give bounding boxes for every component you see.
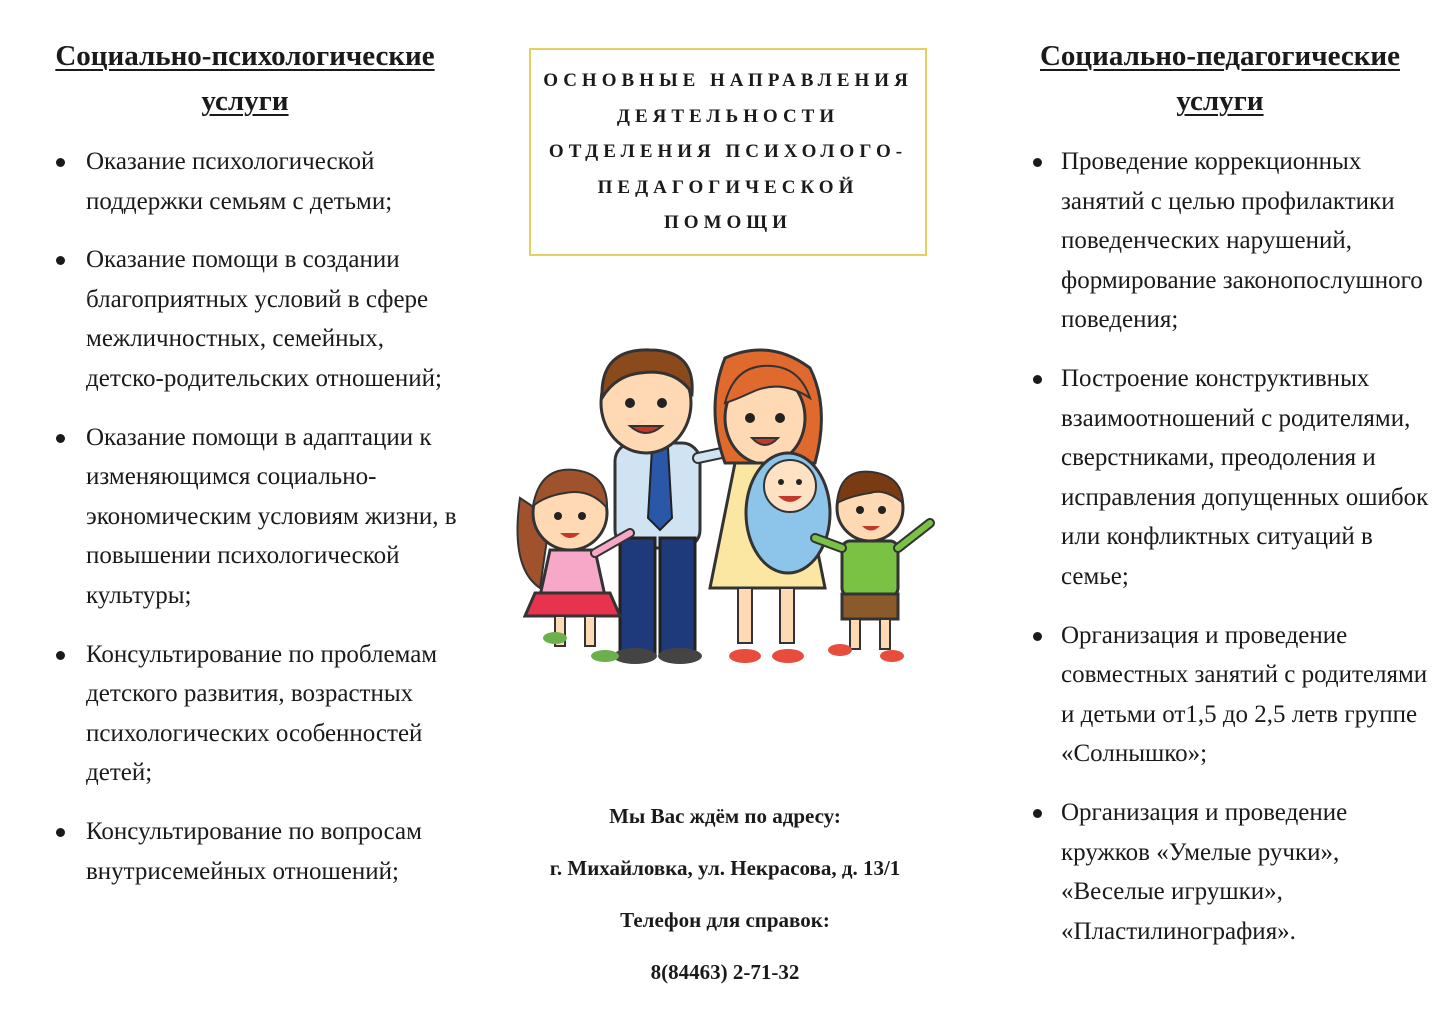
boy-figure [815,472,930,662]
main-heading-box [529,48,927,256]
bullet-icon [56,828,65,837]
bullet-icon [1033,158,1042,167]
phone-number: 8(84463) 2-71-32 [650,960,800,984]
girl-figure [518,470,631,662]
list-item: Оказание помощи в создании благоприятных условий в сфере межличностных, семейных, детско-родительских отношений; [30,240,460,398]
main-heading: ОСНОВНЫЕ НАПРАВЛЕНИЯ ДЕЯТЕЛЬНОСТИ ОТДЕЛЕНИЯ ПСИХОЛОГО- ПЕДАГОГИЧЕСКОЙ ПОМОЩИ [543,70,913,234]
address-label: Мы Вас ждём по адресу: [609,804,841,828]
bullet-icon [56,434,65,443]
bullet-icon [56,651,65,660]
left-column [30,0,460,910]
right-services-list [1010,142,1430,951]
list-item: Организация и проведение кружков «Умелые ручки», «Веселые игрушки», «Пластилинография». [1010,793,1430,951]
family-illustration [510,338,950,673]
right-column-title: Социально-педагогические услуги [1039,40,1401,117]
left-services-list [30,142,460,891]
list-item: Оказание психологической поддержки семьям с детьми; [30,142,460,221]
list-item: Оказание помощи в адаптации к изменяющимся социально-экономическим условиям жизни, в повышении психологической культуры; [30,418,460,616]
left-column-title: Социально-психологические услуги [55,40,435,117]
right-column [1010,0,1430,970]
bullet-icon [56,256,65,265]
list-item: Консультирование по проблемам детского развития, возрастных психологических особенностей детей; [30,635,460,793]
bullet-icon [1033,809,1042,818]
baby-figure [746,453,830,573]
address: г. Михайловка, ул. Некрасова, д. 13/1 [549,856,901,880]
bullet-icon [1033,375,1042,384]
list-item: Проведение коррекционных занятий с целью профилактики поведенческих нарушений, формирование законопослушного поведения; [1010,142,1430,340]
phone-label: Телефон для справок: [620,908,830,932]
bullet-icon [1033,632,1042,641]
list-item: Построение конструктивных взаимоотношений с родителями, сверстниками, преодоления и исправления допущенных ошибок или конфликтных ситуаций в семье; [1010,359,1430,597]
list-item: Консультирование по вопросам внутрисемейных отношений; [30,812,460,891]
list-item: Организация и проведение совместных занятий с родителями и детьми от1,5 до 2,5 летв группе «Солнышко»; [1010,616,1430,774]
bullet-icon [56,158,65,167]
contact-block [500,790,950,998]
